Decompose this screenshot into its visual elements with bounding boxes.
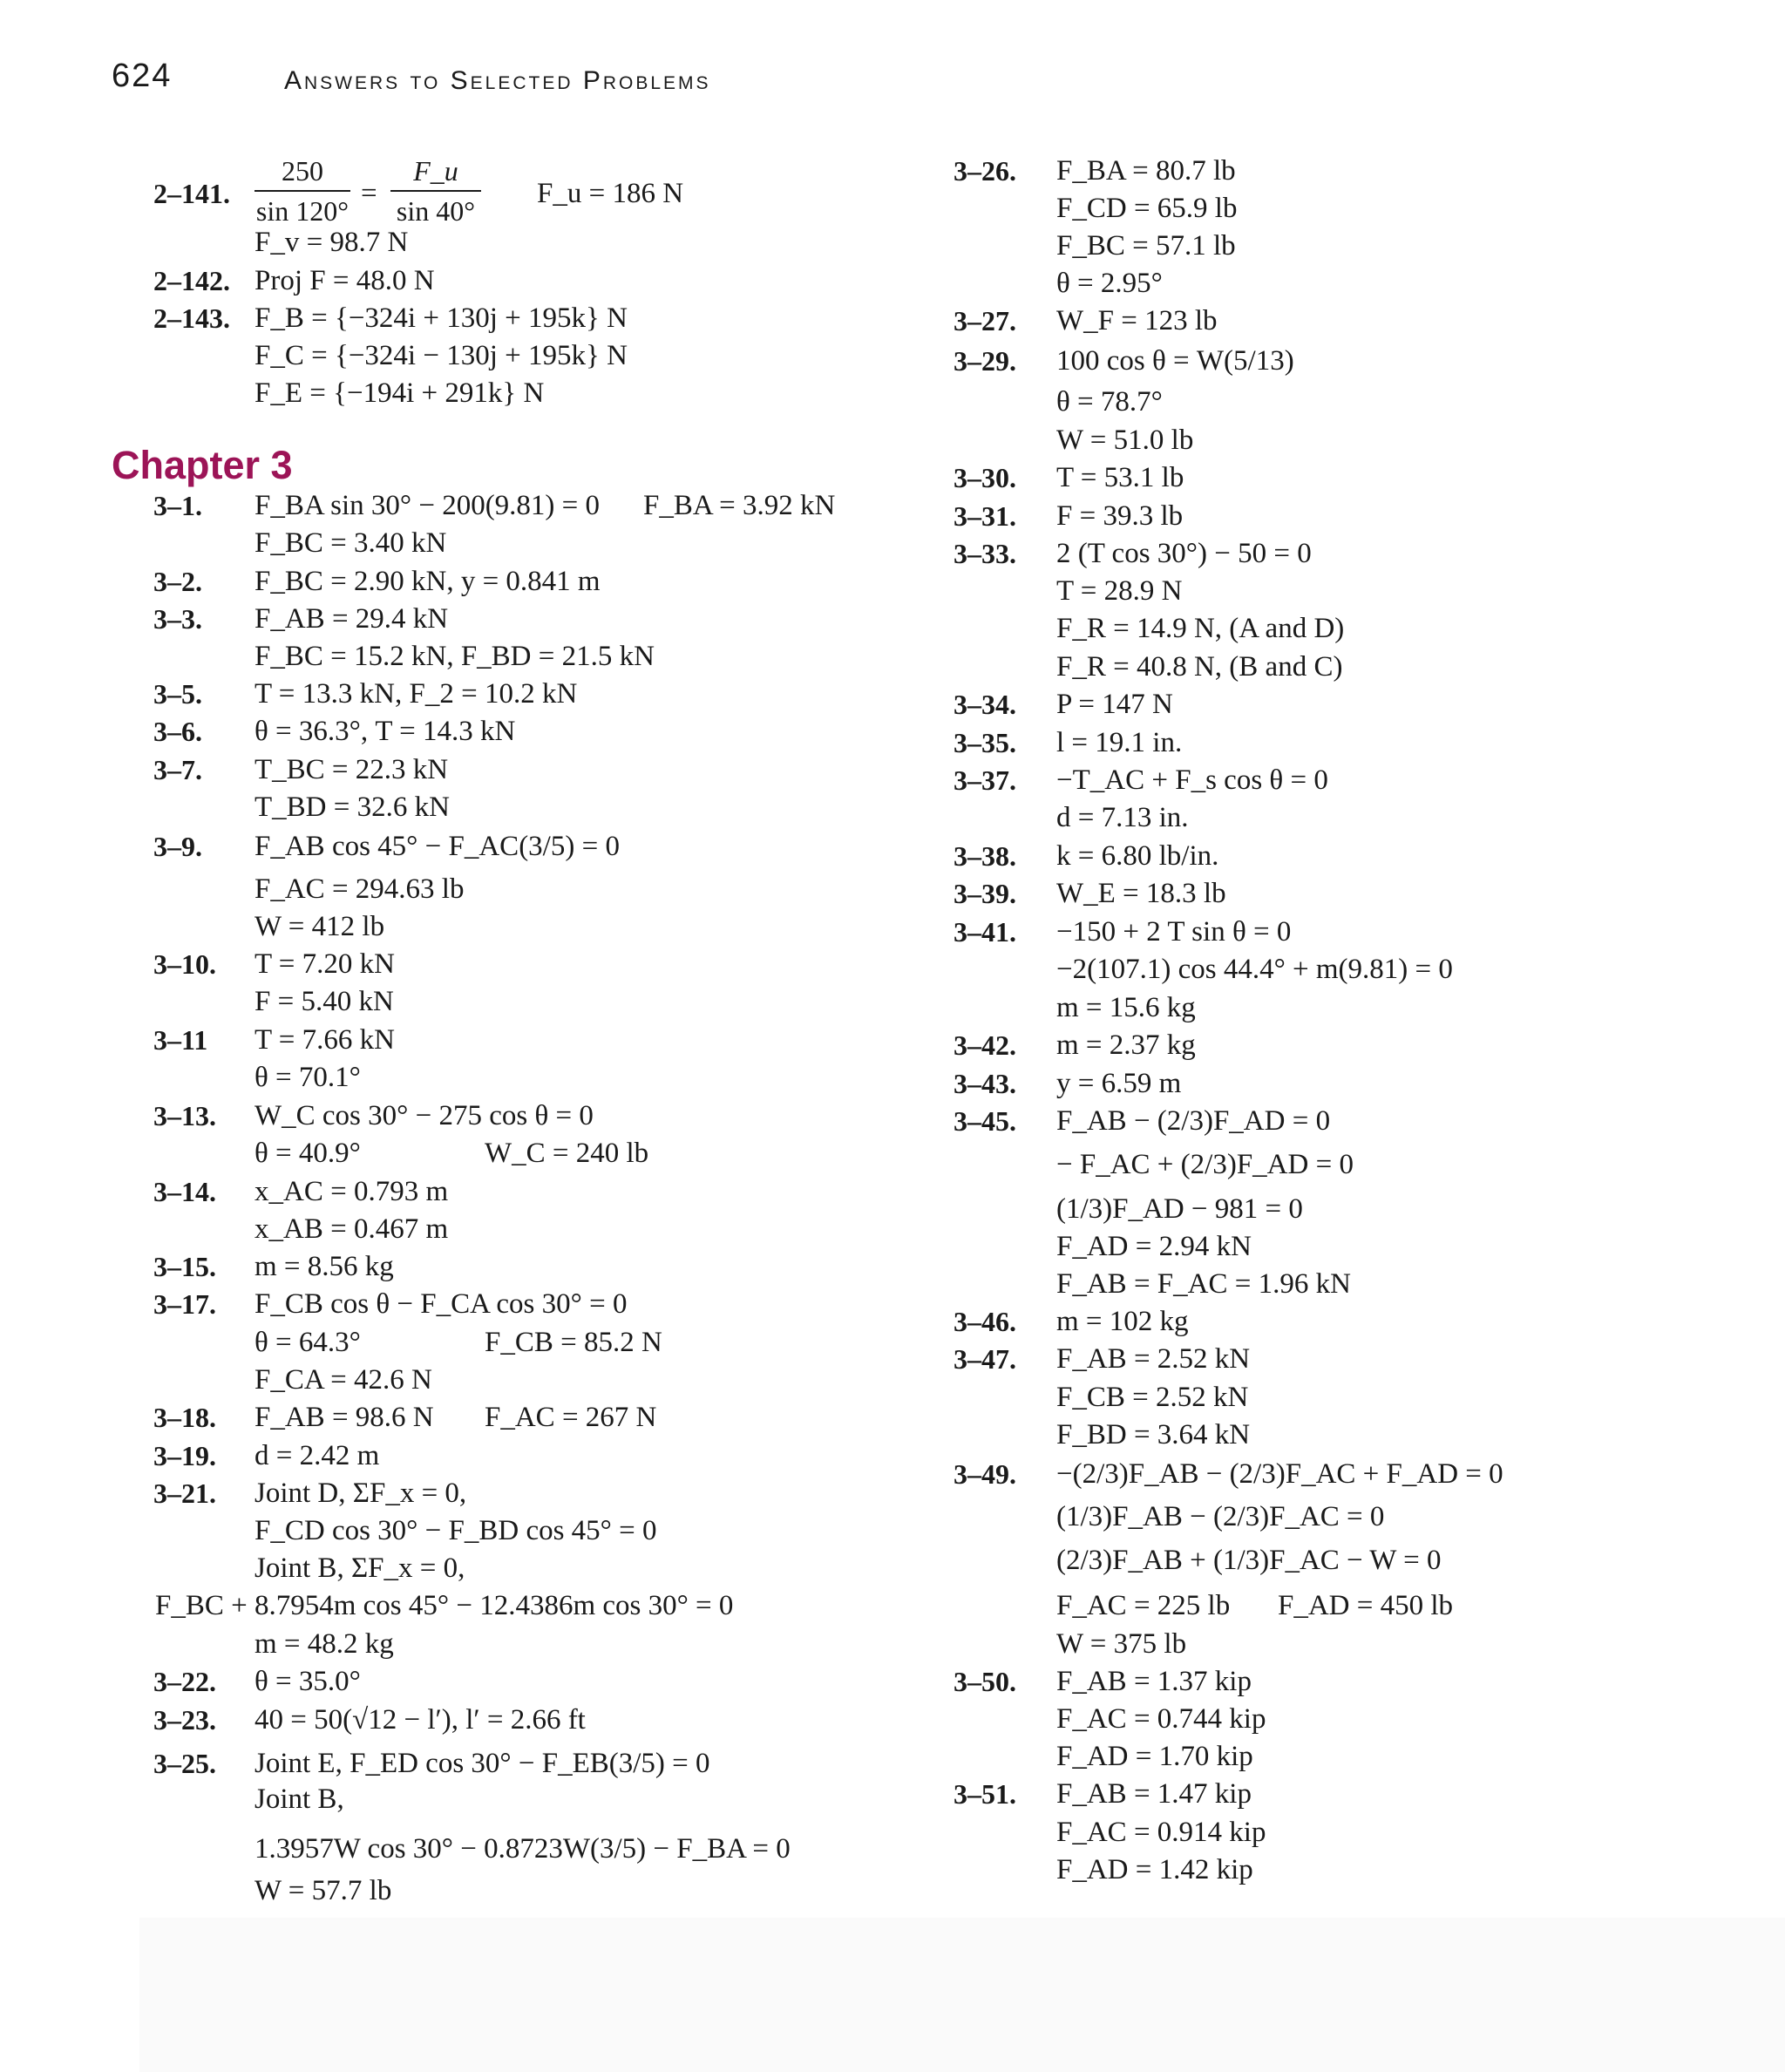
problem-number: 3–45. bbox=[954, 1105, 1016, 1137]
answer-line: F_AD = 450 lb bbox=[1278, 1590, 1454, 1621]
answer-line: Joint B, ΣF_x = 0, bbox=[255, 1552, 465, 1584]
answer-line: T = 7.20 kN bbox=[255, 948, 396, 980]
answer-line: θ = 2.95° bbox=[1056, 268, 1163, 299]
answer-line: F_AB = 1.37 kip bbox=[1056, 1666, 1252, 1697]
answer-line: W = 51.0 lb bbox=[1056, 425, 1194, 456]
problem-number: 3–17. bbox=[153, 1288, 216, 1320]
problem-number: 2–142. bbox=[153, 265, 230, 296]
answer-line: (1/3)F_AB − (2/3)F_AC = 0 bbox=[1056, 1501, 1385, 1532]
answer-line: F_BC + 8.7954m cos 45° − 12.4386m cos 30° = 0 bbox=[155, 1590, 734, 1621]
problem-number: 3–3. bbox=[153, 603, 202, 635]
answer-line: T = 53.1 lb bbox=[1056, 462, 1184, 493]
answer-line: F_AD = 1.42 kip bbox=[1056, 1854, 1253, 1885]
answer-line: F_AB = 29.4 kN bbox=[255, 603, 449, 635]
answer-line: −150 + 2 T sin θ = 0 bbox=[1056, 916, 1292, 948]
answer-line: (1/3)F_AD − 981 = 0 bbox=[1056, 1193, 1303, 1225]
problem-number: 3–50. bbox=[954, 1666, 1016, 1697]
problem-number: 3–43. bbox=[954, 1068, 1016, 1099]
fraction-bar bbox=[255, 190, 350, 192]
running-header-title: Answers to Selected Problems bbox=[284, 66, 711, 95]
problem-number: 3–15. bbox=[153, 1251, 216, 1282]
answer-line: Joint D, ΣF_x = 0, bbox=[255, 1478, 467, 1509]
problem-number: 3–37. bbox=[954, 764, 1016, 796]
problem-number: 3–25. bbox=[153, 1748, 216, 1779]
answer-line: m = 102 kg bbox=[1056, 1306, 1189, 1337]
problem-number: 3–29. bbox=[954, 345, 1016, 377]
answer-line: m = 2.37 kg bbox=[1056, 1029, 1196, 1061]
answer-line: Proj F = 48.0 N bbox=[255, 265, 435, 296]
problem-number: 3–14. bbox=[153, 1176, 216, 1207]
answer-line: F_AB = 2.52 kN bbox=[1056, 1343, 1251, 1375]
answer-line: T = 13.3 kN, F_2 = 10.2 kN bbox=[255, 678, 578, 710]
answer-line: F = 5.40 kN bbox=[255, 986, 394, 1017]
answer-line: F_AB = F_AC = 1.96 kN bbox=[1056, 1268, 1351, 1300]
answer-line: F_CB cos θ − F_CA cos 30° = 0 bbox=[255, 1288, 628, 1320]
page-shade bbox=[139, 1918, 1785, 2072]
answer-line: F_R = 40.8 N, (B and C) bbox=[1056, 651, 1343, 683]
answer-line: F_CB = 85.2 N bbox=[485, 1327, 662, 1358]
answer-line: T_BC = 22.3 kN bbox=[255, 754, 449, 785]
answer-line: F_BC = 15.2 kN, F_BD = 21.5 kN bbox=[255, 641, 655, 672]
problem-number: 3–9. bbox=[153, 831, 202, 862]
answer-line: W_E = 18.3 lb bbox=[1056, 878, 1226, 909]
problem-number: 3–13. bbox=[153, 1100, 216, 1131]
answer-line: F_BC = 2.90 kN, y = 0.841 m bbox=[255, 566, 601, 597]
problem-number: 3–31. bbox=[954, 500, 1016, 532]
answer-line: θ = 64.3° bbox=[255, 1327, 361, 1358]
answer-line: θ = 36.3°, T = 14.3 kN bbox=[255, 716, 516, 747]
problem-number: 3–27. bbox=[954, 305, 1016, 336]
answer-line: F_AD = 2.94 kN bbox=[1056, 1231, 1252, 1262]
answer-line: F_E = {−194i + 291k} N bbox=[255, 377, 545, 409]
answer-line: W = 412 lb bbox=[255, 911, 385, 942]
answer-line: F_AC = 0.914 kip bbox=[1056, 1817, 1266, 1848]
problem-number: 3–33. bbox=[954, 538, 1016, 569]
answer-line: 2 (T cos 30°) − 50 = 0 bbox=[1056, 538, 1312, 569]
answer-line: F_CB = 2.52 kN bbox=[1056, 1382, 1249, 1413]
answer-line: 100 cos θ = W(5/13) bbox=[1056, 345, 1294, 377]
problem-number: 3–22. bbox=[153, 1666, 216, 1697]
answer-line: F_v = 98.7 N bbox=[255, 227, 409, 258]
problem-number: 3–23. bbox=[153, 1704, 216, 1736]
problem-number: 3–7. bbox=[153, 754, 202, 785]
answer-line: F_BA sin 30° − 200(9.81) = 0 bbox=[255, 490, 601, 521]
answer-line: F_C = {−324i − 130j + 195k} N bbox=[255, 340, 628, 371]
fraction-equals: = bbox=[361, 178, 377, 209]
answer-line: F_B = {−324i + 130j + 195k} N bbox=[255, 302, 628, 334]
problem-number: 3–41. bbox=[954, 916, 1016, 948]
answer-line: T = 7.66 kN bbox=[255, 1024, 396, 1056]
answer-line: W_C = 240 lb bbox=[485, 1138, 649, 1169]
fraction-denominator: sin 40° bbox=[396, 195, 476, 227]
problem-number: 3–30. bbox=[954, 462, 1016, 493]
fraction-bar bbox=[390, 190, 481, 192]
problem-number: 3–18. bbox=[153, 1402, 216, 1433]
answer-line: 40 = 50(√12 − l′), l′ = 2.66 ft bbox=[255, 1704, 586, 1736]
answer-line: Joint E, F_ED cos 30° − F_EB(3/5) = 0 bbox=[255, 1748, 710, 1779]
page-number: 624 bbox=[112, 58, 173, 94]
answer-line: m = 15.6 kg bbox=[1056, 992, 1196, 1023]
answer-line: −T_AC + F_s cos θ = 0 bbox=[1056, 764, 1328, 796]
answer-line: T_BD = 32.6 kN bbox=[255, 791, 450, 823]
problem-number: 3–2. bbox=[153, 566, 202, 597]
answer-line: F_AC = 0.744 kip bbox=[1056, 1703, 1266, 1735]
answer-line: W = 375 lb bbox=[1056, 1628, 1187, 1660]
answer-line: P = 147 N bbox=[1056, 689, 1173, 720]
answer-line: T = 28.9 N bbox=[1056, 575, 1183, 607]
answer-line: (2/3)F_AB + (1/3)F_AC − W = 0 bbox=[1056, 1545, 1442, 1576]
answer-line: θ = 78.7° bbox=[1056, 386, 1163, 418]
answer-line: l = 19.1 in. bbox=[1056, 727, 1183, 758]
problem-number: 3–34. bbox=[954, 689, 1016, 720]
answer-line: k = 6.80 lb/in. bbox=[1056, 840, 1219, 872]
answer-line: W_F = 123 lb bbox=[1056, 305, 1218, 336]
answer-line: F_AD = 1.70 kip bbox=[1056, 1741, 1253, 1772]
problem-number: 3–19. bbox=[153, 1440, 216, 1471]
problem-number: 3–21. bbox=[153, 1478, 216, 1509]
answer-line: y = 6.59 m bbox=[1056, 1068, 1182, 1099]
answer-line: m = 8.56 kg bbox=[255, 1251, 394, 1282]
answer-line: F_AC = 225 lb bbox=[1056, 1590, 1231, 1621]
answer-line: F_CD cos 30° − F_BD cos 45° = 0 bbox=[255, 1515, 657, 1546]
problem-number: 3–42. bbox=[954, 1029, 1016, 1061]
answer-line: W_C cos 30° − 275 cos θ = 0 bbox=[255, 1100, 594, 1131]
answer-line: F_BD = 3.64 kN bbox=[1056, 1419, 1251, 1450]
answer-line: −2(107.1) cos 44.4° + m(9.81) = 0 bbox=[1056, 954, 1453, 985]
answer-line: F_CA = 42.6 N bbox=[255, 1364, 432, 1396]
answer-line: F_AC = 267 N bbox=[485, 1402, 657, 1433]
problem-number: 3–11 bbox=[153, 1024, 208, 1056]
answer-line: F_CD = 65.9 lb bbox=[1056, 193, 1238, 224]
problem-number: 3–49. bbox=[954, 1458, 1016, 1490]
answer-line: d = 2.42 m bbox=[255, 1440, 380, 1471]
problem-number: 3–10. bbox=[153, 948, 216, 980]
chapter-heading: Chapter 3 bbox=[112, 443, 293, 487]
problem-number: 2–141. bbox=[153, 178, 230, 209]
answer-line: Joint B, bbox=[255, 1783, 344, 1815]
problem-number: 2–143. bbox=[153, 302, 230, 334]
answer-line: F_u = 186 N bbox=[537, 178, 684, 209]
problem-number: 3–39. bbox=[954, 878, 1016, 909]
answer-line: F = 39.3 lb bbox=[1056, 500, 1184, 532]
problem-number: 3–38. bbox=[954, 840, 1016, 872]
problem-number: 3–26. bbox=[954, 155, 1016, 187]
answer-line: θ = 35.0° bbox=[255, 1666, 361, 1697]
problem-number: 3–1. bbox=[153, 490, 202, 521]
answer-line: θ = 70.1° bbox=[255, 1062, 361, 1093]
answer-line: F_AB = 98.6 N bbox=[255, 1402, 434, 1433]
answer-line: F_AC = 294.63 lb bbox=[255, 873, 465, 905]
problem-number: 3–6. bbox=[153, 716, 202, 747]
problem-number: 3–51. bbox=[954, 1778, 1016, 1810]
answer-line: d = 7.13 in. bbox=[1056, 802, 1189, 833]
fraction-denominator: sin 120° bbox=[255, 195, 350, 227]
answer-line: 1.3957W cos 30° − 0.8723W(3/5) − F_BA = 0 bbox=[255, 1833, 791, 1865]
problem-number: 3–47. bbox=[954, 1343, 1016, 1375]
answer-line: F_R = 14.9 N, (A and D) bbox=[1056, 613, 1345, 644]
answer-line: F_AB − (2/3)F_AD = 0 bbox=[1056, 1105, 1331, 1137]
answer-line: F_BC = 3.40 kN bbox=[255, 527, 447, 559]
fraction-left bbox=[255, 157, 350, 225]
answer-line: −(2/3)F_AB − (2/3)F_AC + F_AD = 0 bbox=[1056, 1458, 1503, 1490]
problem-number: 3–35. bbox=[954, 727, 1016, 758]
answer-line: F_AB cos 45° − F_AC(3/5) = 0 bbox=[255, 831, 620, 862]
fraction-numerator: 250 bbox=[282, 155, 323, 187]
answer-line: x_AB = 0.467 m bbox=[255, 1213, 449, 1245]
fraction-right bbox=[390, 157, 481, 225]
problem-number: 3–5. bbox=[153, 678, 202, 710]
answer-line: m = 48.2 kg bbox=[255, 1628, 394, 1660]
answer-line: θ = 40.9° bbox=[255, 1138, 361, 1169]
answer-line: F_BC = 57.1 lb bbox=[1056, 230, 1236, 262]
answer-line: F_AB = 1.47 kip bbox=[1056, 1778, 1252, 1810]
problem-number: 3–46. bbox=[954, 1306, 1016, 1337]
answer-line: F_BA = 3.92 kN bbox=[643, 490, 836, 521]
answer-line: x_AC = 0.793 m bbox=[255, 1176, 449, 1207]
fraction-numerator: F_u bbox=[413, 155, 458, 187]
answer-line: W = 57.7 lb bbox=[255, 1875, 392, 1906]
answer-line: − F_AC + (2/3)F_AD = 0 bbox=[1056, 1149, 1354, 1180]
answer-line: F_BA = 80.7 lb bbox=[1056, 155, 1236, 187]
